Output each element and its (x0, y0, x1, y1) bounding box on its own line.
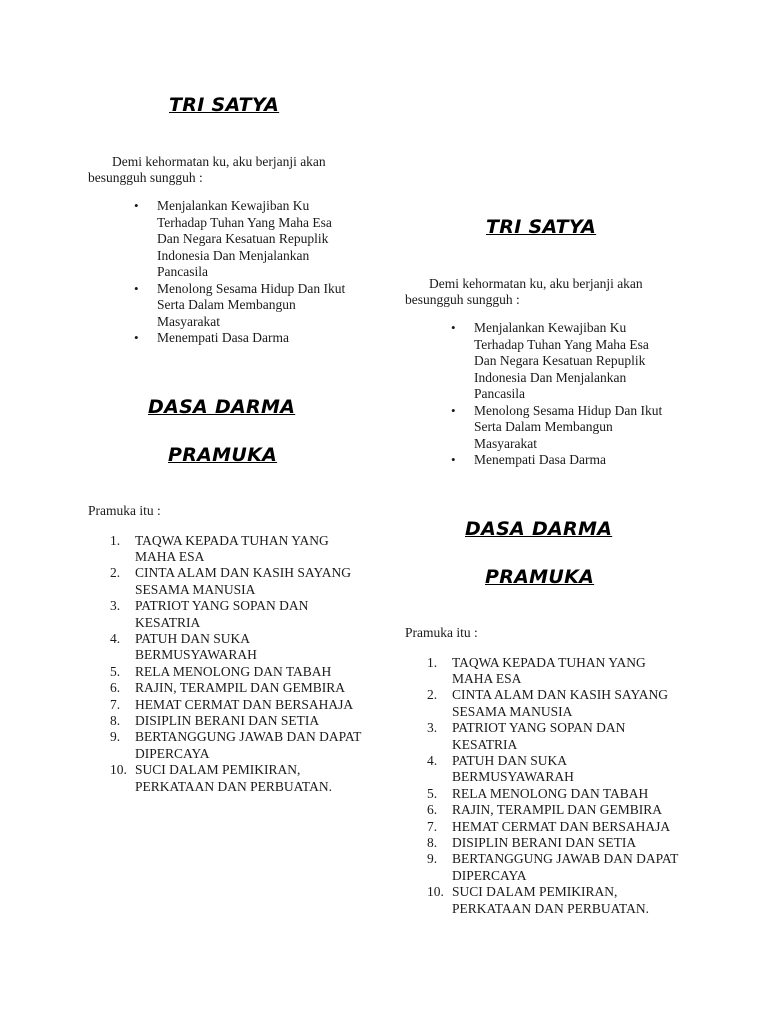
item-number: 8. (427, 834, 438, 850)
dasa-darma-list (88, 533, 368, 796)
list-item-text: DISIPLIN BERANI DAN SETIA (452, 834, 637, 850)
bullet-icon: • (134, 198, 139, 213)
tri-satya-title: TRI SATYA (169, 94, 280, 116)
list-item (405, 720, 682, 753)
list-item (405, 819, 682, 835)
list-item (405, 802, 682, 818)
dasa-darma-title: DASA DARMA (465, 517, 613, 540)
list-item (88, 533, 365, 566)
list-item-text: HEMAT CERMAT DAN BERSAHAJA (135, 696, 354, 712)
list-item-text: SUCI DALAM PEMIKIRAN, PERKATAAN DAN PERBUATAN. (135, 762, 332, 794)
list-item-text: Menolong Sesama Hidup Dan Ikut Serta Dalam Membangun Masyarakat (157, 280, 346, 329)
dasa-darma-title: DASA DARMA (148, 395, 296, 418)
dasa-darma-section (405, 517, 685, 918)
list-item-text: RAJIN, TERAMPIL DAN GEMBIRA (135, 680, 346, 696)
pramuka-title: PRAMUKA (485, 565, 595, 588)
item-number: 4. (427, 752, 438, 768)
pramuka-title: PRAMUKA (168, 443, 278, 466)
list-item-text: SUCI DALAM PEMIKIRAN, PERKATAAN DAN PERBUATAN. (452, 884, 649, 916)
list-item-text: TAQWA KEPADA TUHAN YANG MAHA ESA (135, 532, 329, 564)
list-item (88, 713, 365, 729)
list-item (405, 687, 682, 720)
pramuka-intro: Pramuka itu : (405, 624, 478, 640)
item-number: 2. (110, 565, 121, 581)
tri-satya-list (405, 320, 685, 469)
item-number: 5. (427, 785, 438, 801)
item-number: 1. (110, 532, 121, 548)
item-number: 10. (110, 762, 127, 778)
list-item (405, 655, 682, 688)
item-number: 7. (427, 818, 438, 834)
list-item-text: Menempati Dasa Darma (474, 452, 606, 467)
bullet-icon: • (134, 280, 139, 296)
list-item-text: PATRIOT YANG SOPAN DAN KESATRIA (135, 598, 309, 630)
item-number: 2. (427, 687, 438, 703)
item-number: 3. (427, 720, 438, 736)
list-item-text: Menolong Sesama Hidup Dan Ikut Serta Dalam Membangun Masyarakat (474, 402, 663, 451)
list-item-text: Menjalankan Kewajiban Ku Terhadap Tuhan Yang Maha Esa Dan Negara Kesatuan Repuplik Indonesia Dan Menjalankan Pancasila (474, 320, 649, 401)
list-item-text: RELA MENOLONG DAN TABAH (135, 663, 332, 679)
item-number: 6. (427, 802, 438, 818)
list-item-text: Menjalankan Kewajiban Ku Terhadap Tuhan Yang Maha Esa Dan Negara Kesatuan Repuplik Indonesia Dan Menjalankan Pancasila (157, 198, 332, 279)
list-item (88, 680, 365, 696)
list-item (88, 565, 365, 598)
list-item (405, 786, 682, 802)
item-number: 6. (110, 680, 121, 696)
list-item (88, 198, 357, 281)
list-item-text: HEMAT CERMAT DAN BERSAHAJA (452, 818, 671, 834)
list-item (88, 729, 365, 762)
list-item (405, 753, 682, 786)
list-item-text: BERTANGGUNG JAWAB DAN DAPAT DIPERCAYA (452, 851, 679, 883)
item-number: 5. (110, 663, 121, 679)
list-item (88, 664, 365, 680)
dasa-darma-section (88, 395, 368, 796)
dasa-darma-list (405, 655, 685, 918)
list-item (405, 320, 674, 403)
tri-satya-intro: Demi kehormatan ku, aku berjanji akan besungguh sungguh : (405, 276, 643, 307)
list-item-text: TAQWA KEPADA TUHAN YANG MAHA ESA (452, 654, 646, 686)
right-column (405, 215, 685, 917)
item-number: 7. (110, 696, 121, 712)
list-item (405, 452, 674, 469)
bullet-icon: • (451, 452, 456, 467)
list-item-text: PATRIOT YANG SOPAN DAN KESATRIA (452, 720, 626, 752)
list-item (405, 403, 674, 453)
list-item (88, 281, 357, 331)
list-item-text: CINTA ALAM DAN KASIH SAYANG SESAMA MANUSIA (135, 565, 351, 597)
bullet-icon: • (451, 402, 456, 418)
list-item-text: PATUH DAN SUKA BERMUSYAWARAH (452, 752, 574, 785)
item-number: 4. (110, 630, 121, 646)
item-number: 8. (110, 712, 121, 728)
list-item (405, 884, 682, 917)
list-item-text: PATUH DAN SUKA BERMUSYAWARAH (135, 630, 257, 663)
list-item-text: BERTANGGUNG JAWAB DAN DAPAT DIPERCAYA (135, 729, 362, 761)
item-number: 9. (427, 851, 438, 867)
tri-satya-intro: Demi kehormatan ku, aku berjanji akan besungguh sungguh : (88, 154, 326, 185)
list-item (88, 631, 365, 664)
list-item-text: RELA MENOLONG DAN TABAH (452, 785, 649, 801)
list-item (88, 762, 365, 795)
item-number: 3. (110, 598, 121, 614)
list-item-text: Menempati Dasa Darma (157, 330, 289, 345)
list-item (88, 330, 357, 347)
item-number: 9. (110, 729, 121, 745)
list-item (405, 851, 682, 884)
item-number: 1. (427, 654, 438, 670)
bullet-icon: • (134, 330, 139, 345)
pramuka-intro: Pramuka itu : (88, 502, 161, 518)
item-number: 10. (427, 884, 444, 900)
left-column (88, 93, 368, 795)
list-item (405, 835, 682, 851)
bullet-icon: • (451, 320, 456, 335)
list-item (88, 598, 365, 631)
tri-satya-list (88, 198, 368, 347)
list-item-text: CINTA ALAM DAN KASIH SAYANG SESAMA MANUSIA (452, 687, 668, 719)
list-item-text: RAJIN, TERAMPIL DAN GEMBIRA (452, 802, 663, 818)
list-item-text: DISIPLIN BERANI DAN SETIA (135, 712, 320, 728)
tri-satya-title: TRI SATYA (486, 216, 597, 238)
list-item (88, 697, 365, 713)
